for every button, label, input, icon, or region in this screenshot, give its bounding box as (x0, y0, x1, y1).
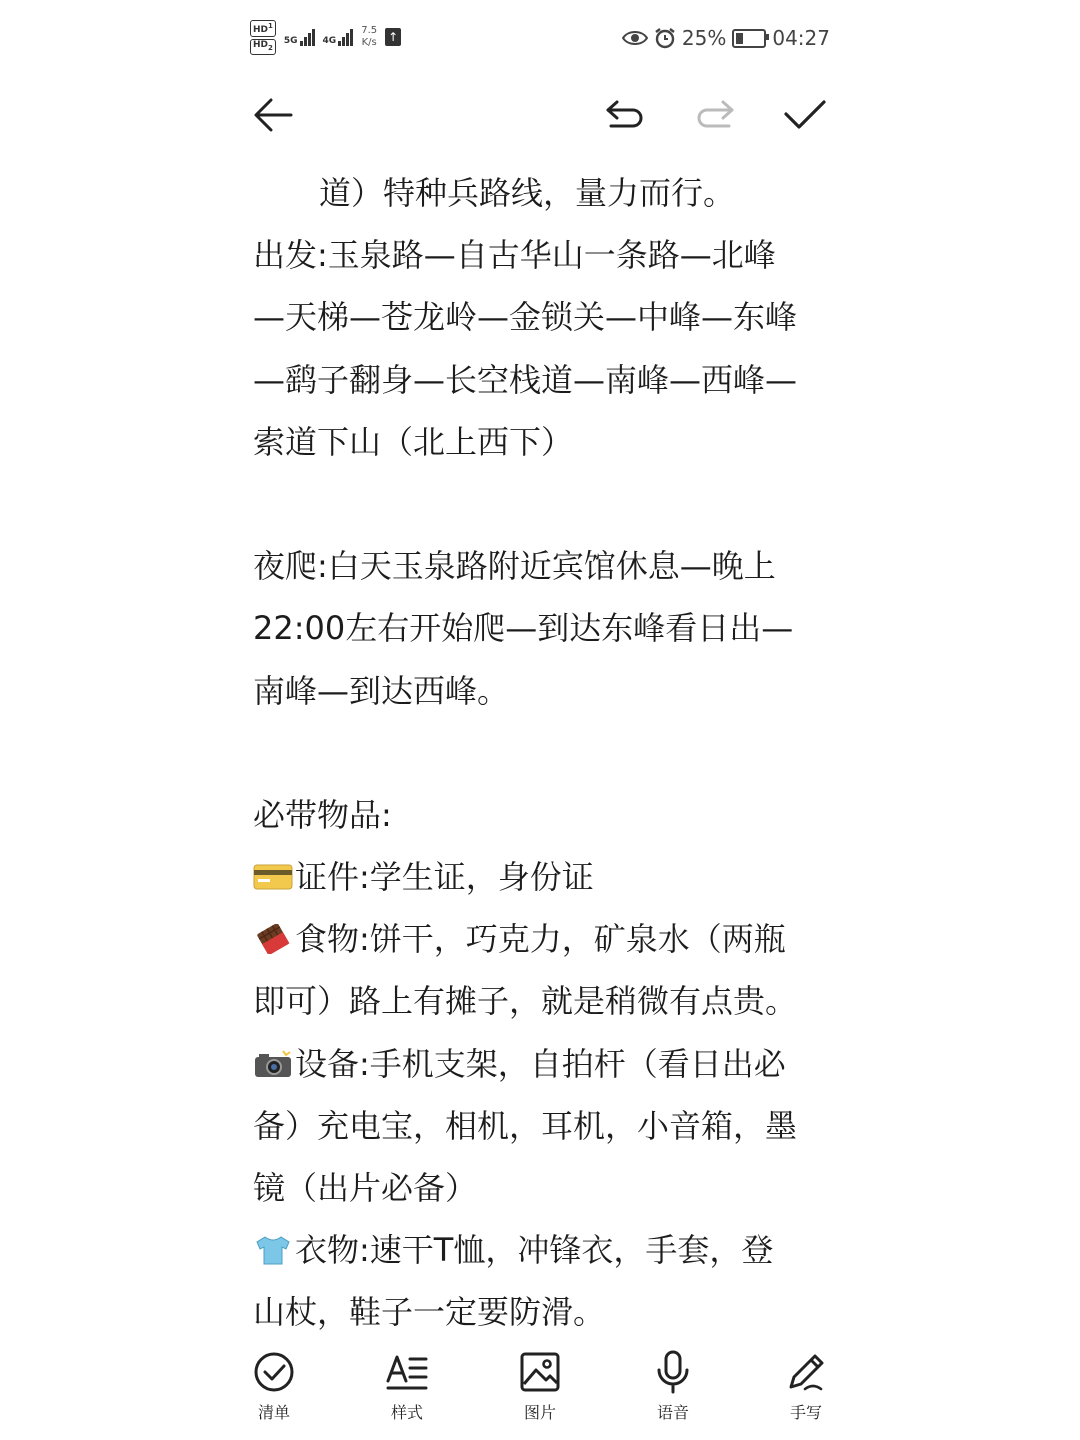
note-line: 镜（出片必备） (253, 1169, 478, 1207)
eye-icon (622, 29, 648, 47)
note-body[interactable] (253, 162, 833, 1344)
signal-5g (284, 28, 315, 46)
battery-icon (732, 29, 766, 48)
battery-percent: 25% (681, 26, 727, 50)
image-label: 图片 (523, 1403, 556, 1422)
text-style-icon (385, 1351, 429, 1393)
redo-icon (693, 98, 737, 132)
note-line: 出发:玉泉路—自古华山一条路—北峰 (253, 236, 776, 275)
credit-card-icon (253, 862, 293, 892)
checklist-button[interactable] (244, 1350, 304, 1423)
speed-unit: K/s (361, 37, 377, 49)
note-line: —鹞子翻身—长空栈道—南峰—西峰— (253, 360, 798, 399)
note-line: 衣物:速干T恤，冲锋衣，手套，登 (253, 1219, 833, 1281)
note-line: 道）特种兵路线，量力而行。 (319, 174, 736, 212)
net-type-4g: 4G (322, 36, 337, 47)
alarm-icon (654, 27, 676, 49)
clock: 04:27 (772, 26, 830, 50)
network-speed (361, 25, 377, 49)
pen-icon (785, 1351, 827, 1393)
back-arrow-icon (251, 95, 295, 135)
voice-button[interactable] (643, 1350, 703, 1423)
note-line: 山杖，鞋子一定要防滑。 (253, 1293, 606, 1332)
note-line: 设备:手机支架，自拍杆（看日出必 (253, 1033, 833, 1095)
note-line: 南峰—到达西峰。 (253, 671, 510, 710)
signal-bars-icon (300, 28, 315, 46)
chocolate-icon (253, 924, 293, 954)
back-button[interactable] (250, 92, 296, 138)
style-button[interactable] (377, 1350, 437, 1423)
notes-screen (250, 0, 830, 1440)
note-line: 证件:学生证，身份证 (253, 846, 833, 908)
checklist-label: 清单 (257, 1403, 290, 1422)
hd1-indicator: $HD^1$ (250, 20, 276, 37)
note-line: 即可）路上有摊子，就是稍微有点贵。 (253, 982, 798, 1021)
note-line: 食物:饼干，巧克力，矿泉水（两瓶 (253, 908, 833, 970)
undo-icon (603, 98, 647, 132)
status-left (250, 20, 401, 55)
upload-notification-icon: ↑ (385, 28, 401, 46)
style-label: 样式 (390, 1403, 423, 1422)
check-icon (783, 98, 827, 132)
net-type-5g: 5G (283, 36, 298, 47)
note-blank-line (253, 722, 833, 784)
checklist-icon (253, 1351, 295, 1393)
editor-toolbar (250, 92, 830, 138)
note-line: 必带物品: (253, 795, 392, 834)
note-line: 22:00左右开始爬—到达东峰看日出— (253, 609, 794, 648)
voice-label: 语音 (656, 1403, 689, 1422)
note-line: —天梯—苍龙岭—金锁关—中峰—东峰 (253, 298, 798, 337)
status-bar (250, 18, 830, 58)
image-button[interactable] (510, 1350, 570, 1423)
speed-value: 7.5 (361, 25, 378, 37)
note-line: 备）充电宝，相机，耳机，小音箱，墨 (253, 1106, 798, 1145)
signal-4g (323, 28, 354, 46)
redo-button[interactable] (692, 92, 738, 138)
status-right (622, 26, 830, 50)
note-line: 索道下山（北上西下） (253, 422, 574, 461)
microphone-icon (653, 1350, 693, 1394)
handwrite-label: 手写 (789, 1403, 822, 1422)
hd2-indicator: $HD_2$ (250, 39, 276, 55)
bottom-toolbar (250, 1350, 830, 1430)
t-shirt-icon (253, 1235, 293, 1265)
camera-flash-icon (253, 1049, 293, 1079)
done-button[interactable] (782, 92, 828, 138)
handwrite-button[interactable] (776, 1350, 836, 1423)
hd-indicators (250, 20, 276, 55)
image-icon (519, 1351, 561, 1393)
note-blank-line (253, 473, 833, 535)
signal-bars-icon (338, 28, 353, 46)
undo-button[interactable] (602, 92, 648, 138)
battery-fill (736, 33, 743, 44)
note-line: 夜爬:白天玉泉路附近宾馆休息—晚上 (253, 547, 776, 586)
